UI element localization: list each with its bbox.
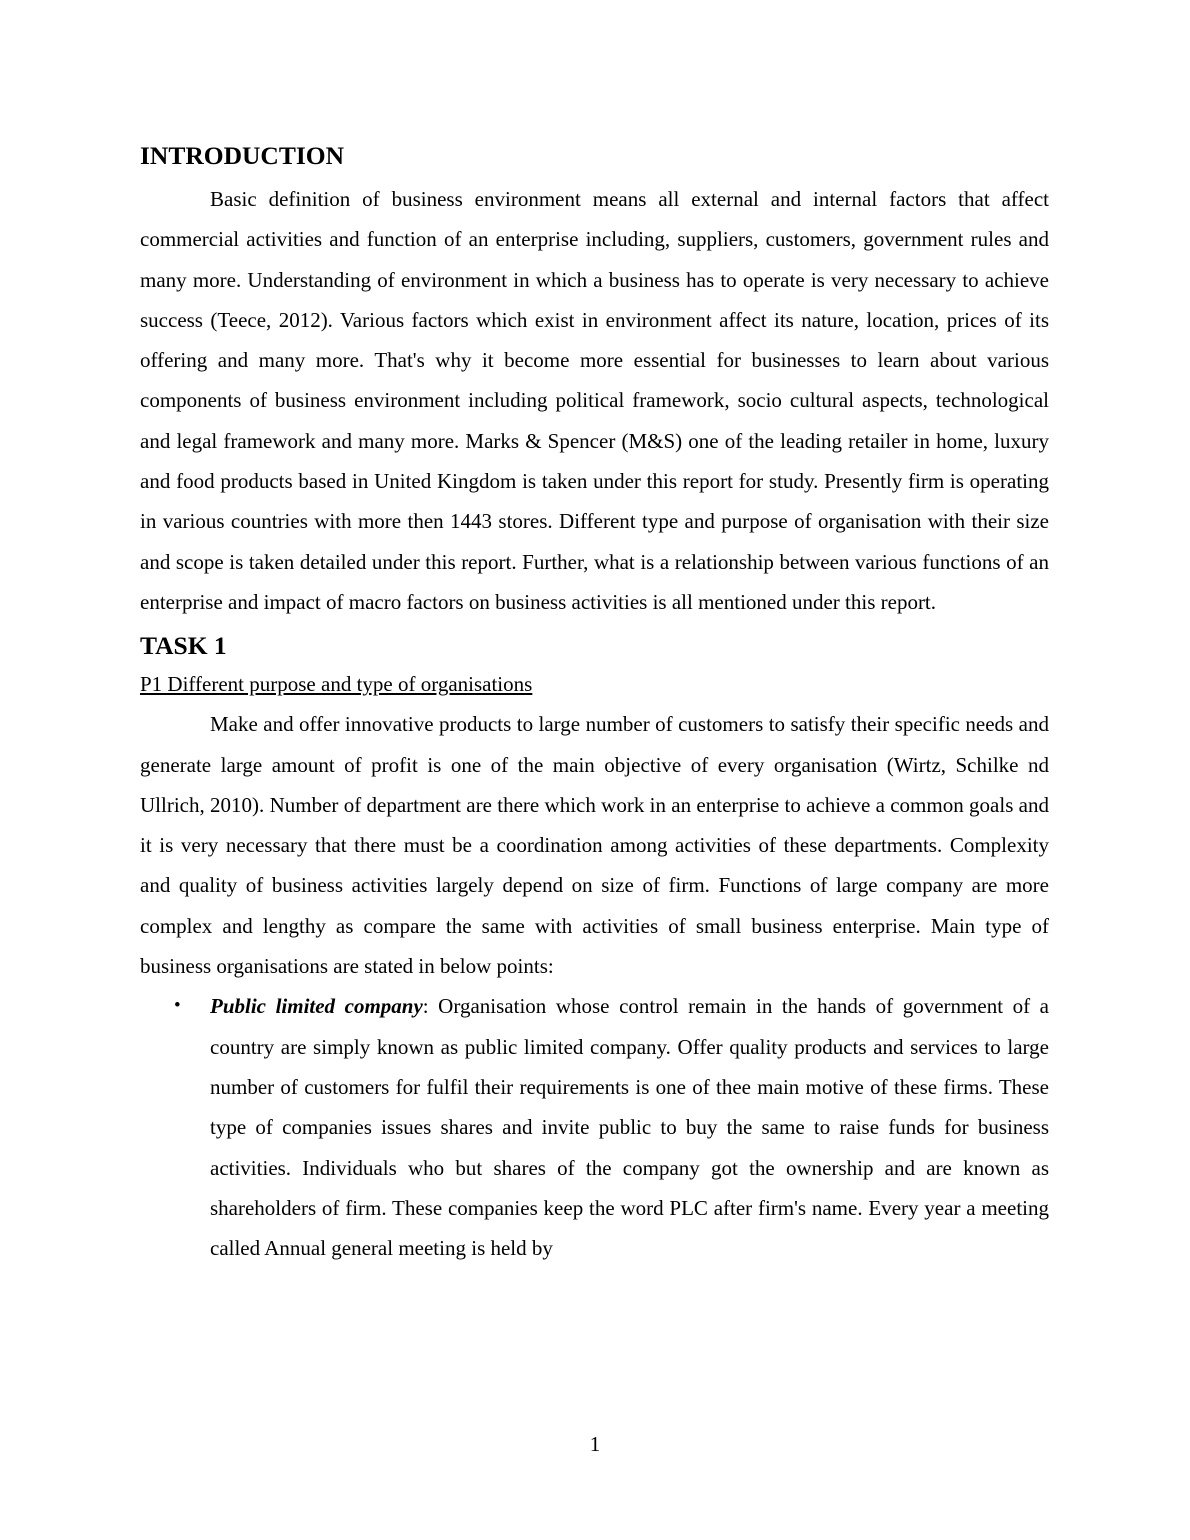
bullet-text: : Organisation whose control remain in the hands of government of a country are simply known as public limited company. Offer quality products and services to large number of customers for fulfil their requirements is one of thee main motive of these firms. These type of companies issues shares and invite public to buy the same to raise funds for business activities. Individuals who but shares of the company got the ownership and are known as shareholders of firm. These companies keep the word PLC after firm's name. Every year a meeting called Annual general meeting is held by [210,994,1049,1261]
task1-subheading: P1 Different purpose and type of organisations [140,672,533,697]
organisation-type-list [140,986,1049,1268]
introduction-paragraph: Basic definition of business environment means all external and internal factors that affect commercial activities and function of an enterprise including, suppliers, customers, government rules and many more. Understanding of environment in which a business has to operate is very necessary to achieve success (Teece, 2012). Various factors which exist in environment affect its nature, location, prices of its offering and many more. That's why it become more essential for businesses to learn about various components of business environment including political framework, socio cultural aspects, technological and legal framework and many more. Marks & Spencer (M&S) one of the leading retailer in home, luxury and food products based in United Kingdom is taken under this report for study. Presently firm is operating in various countries with more then 1443 stores. Different type and purpose of organisation with their size and scope is taken detailed under this report. Further, what is a relationship between various functions of an enterprise and impact of macro factors on business activities is all mentioned under this report. [140,187,1049,614]
bullet-term: Public limited company [210,994,423,1019]
task1-heading: TASK 1 [140,631,227,661]
bullet-icon: • [174,995,181,1017]
page-content [140,140,1049,1268]
page-number: 1 [589,1432,601,1456]
task1-paragraph: Make and offer innovative products to large number of customers to satisfy their specific needs and generate large amount of profit is one of the main objective of every organisation (Wirtz, Schilke nd Ullrich, 2010). Number of department are there which work in an enterprise to achieve a common goals and it is very necessary that there must be a coordination among activities of these departments. Complexity and quality of business activities largely depend on size of firm. Functions of large company are more complex and lengthy as compare the same with activities of small business enterprise. Main type of business organisations are stated in below points: [140,712,1049,979]
list-item [140,986,1049,1268]
introduction-heading: INTRODUCTION [140,141,345,170]
